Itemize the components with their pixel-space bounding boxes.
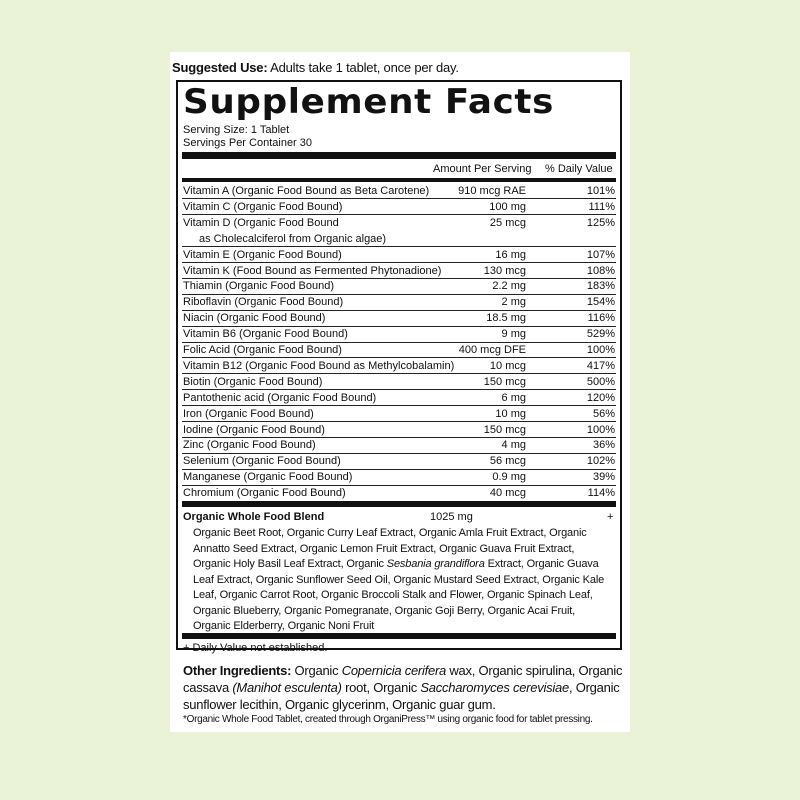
nutrient-daily-value: 102% bbox=[586, 455, 615, 468]
nutrient-name: Riboflavin (Organic Food Bound) bbox=[183, 296, 344, 309]
nutrient-daily-value: 108% bbox=[586, 264, 615, 277]
blend-daily-value: + bbox=[607, 511, 614, 523]
nutrient-name: Pantothenic acid (Organic Food Bound) bbox=[183, 391, 377, 404]
nutrient-name: Vitamin B12 (Organic Food Bound as Methylcobalamin) bbox=[183, 359, 455, 372]
italic-text: Saccharomyces cerevisiae bbox=[420, 680, 569, 695]
nutrient-daily-value: 39% bbox=[592, 471, 615, 484]
nutrient-name: Manganese (Organic Food Bound) bbox=[183, 471, 353, 484]
nutrient-amount: 0.9 mg bbox=[492, 471, 526, 484]
nutrient-daily-value: 107% bbox=[586, 248, 615, 261]
nutrient-amount: 100 mg bbox=[489, 200, 526, 213]
nutrient-daily-value: 125% bbox=[586, 216, 615, 229]
nutrient-amount: 18.5 mg bbox=[486, 312, 526, 325]
nutrient-name: Vitamin B6 (Organic Food Bound) bbox=[183, 328, 348, 341]
nutrient-amount: 6 mg bbox=[501, 391, 526, 404]
nutrient-daily-value: 183% bbox=[586, 280, 615, 293]
nutrient-daily-value: 500% bbox=[586, 375, 615, 388]
italic-text: Sesbania grandiflora bbox=[386, 558, 485, 570]
nutrient-name: Iodine (Organic Food Bound) bbox=[183, 423, 325, 436]
footnote: *Organic Whole Food Tablet, created through OrganiPress™ using organic food for tablet pressing. bbox=[183, 714, 593, 725]
nutrient-name: Selenium (Organic Food Bound) bbox=[183, 455, 341, 468]
nutrient-amount: 150 mcg bbox=[483, 375, 526, 388]
nutrient-name: Vitamin A (Organic Food Bound as Beta Carotene) bbox=[183, 185, 430, 197]
thick-rule bbox=[182, 152, 616, 159]
nutrient-amount: 9 mg bbox=[501, 328, 526, 341]
thick-rule-blend bbox=[182, 501, 616, 507]
nutrient-amount: 130 mcg bbox=[483, 264, 526, 277]
nutrient-daily-value: 100% bbox=[586, 423, 615, 436]
blend-amount: 1025 mg bbox=[430, 511, 473, 523]
nutrient-name: Folic Acid (Organic Food Bound) bbox=[183, 344, 342, 356]
nutrient-name: Vitamin C (Organic Food Bound) bbox=[183, 200, 343, 213]
text: Organic bbox=[291, 663, 342, 678]
nutrient-amount: 2 mg bbox=[501, 296, 526, 309]
nutrient-daily-value: 56% bbox=[592, 407, 615, 420]
nutrient-name-cont: as Cholecalciferol from Organic algae) bbox=[199, 232, 387, 245]
nutrient-amount: 150 mcg bbox=[483, 423, 526, 436]
nutrient-daily-value: 529% bbox=[586, 328, 615, 341]
nutrient-daily-value: 116% bbox=[587, 312, 615, 325]
nutrient-daily-value: 120% bbox=[586, 391, 615, 404]
italic-text: Copernicia cerifera bbox=[341, 663, 447, 678]
serving-size: Serving Size: 1 Tablet bbox=[183, 124, 290, 136]
text: Extract, Organic Guava Leaf Extract, Organic Sunflower Seed Oil, Organic Mustard Seed Extract, Organic Kale Leaf, Organic Carrot Root, Organic Broccoli Stalk and Flower, Organic Spinach Leaf, Organic Blueberry, Organic Pomegranate, Organic Goji Berry, Organic Acai Fruit, Organic Elderberry, Organic Noni Fruit bbox=[193, 558, 605, 632]
nutrient-amount: 56 mcg bbox=[489, 455, 526, 468]
nutrient-amount: 16 mg bbox=[495, 248, 526, 261]
nutrient-amount: 910 mcg RAE bbox=[458, 185, 526, 197]
header-amount: Amount Per Serving bbox=[433, 163, 532, 175]
servings-per-container: Servings Per Container 30 bbox=[183, 137, 313, 149]
facts-title: Supplement Facts bbox=[183, 82, 554, 122]
nutrient-daily-value: 114% bbox=[587, 487, 615, 500]
suggested-use-text: Adults take 1 tablet, once per day. bbox=[270, 60, 459, 75]
other-ingredients-label: Other Ingredients: bbox=[183, 663, 292, 678]
text: wax, Organic spirulina, Organic cassava bbox=[183, 663, 623, 695]
nutrient-amount: 10 mg bbox=[495, 407, 526, 420]
nutrient-name: Chromium (Organic Food Bound) bbox=[183, 487, 346, 500]
suggested-use bbox=[172, 60, 459, 75]
blend-name: Organic Whole Food Blend bbox=[183, 511, 325, 523]
nutrient-amount: 10 mcg bbox=[489, 359, 526, 372]
nutrient-name: Biotin (Organic Food Bound) bbox=[183, 375, 323, 388]
nutrient-name: Vitamin K (Food Bound as Fermented Phytonadione) bbox=[183, 264, 442, 277]
nutrient-amount: 4 mg bbox=[501, 439, 526, 452]
text: root, Organic bbox=[341, 680, 421, 695]
nutrient-daily-value: 100% bbox=[586, 344, 615, 356]
nutrient-daily-value: 154% bbox=[586, 296, 615, 309]
other-ingredients bbox=[183, 662, 623, 713]
nutrient-daily-value: 101% bbox=[586, 185, 615, 197]
nutrient-amount: 25 mcg bbox=[489, 216, 526, 229]
header-daily-value: % Daily Value bbox=[545, 163, 613, 175]
nutrient-daily-value: 111% bbox=[588, 200, 615, 213]
dv-note: + Daily Value not established. bbox=[183, 642, 328, 654]
nutrient-daily-value: 36% bbox=[592, 439, 615, 452]
medium-rule bbox=[182, 178, 616, 182]
nutrient-name: Vitamin D (Organic Food Bound bbox=[183, 216, 339, 229]
suggested-use-label: Suggested Use: bbox=[172, 60, 268, 75]
nutrient-daily-value: 417% bbox=[586, 359, 615, 372]
nutrient-amount: 400 mcg DFE bbox=[458, 344, 526, 356]
nutrient-name: Niacin (Organic Food Bound) bbox=[183, 312, 326, 325]
thick-rule-bottom bbox=[182, 633, 616, 639]
blend-ingredients bbox=[193, 526, 613, 635]
italic-text: (Manihot esculenta) bbox=[232, 680, 342, 695]
nutrient-amount: 40 mcg bbox=[489, 487, 526, 500]
text: Organic Beet Root, Organic Curry Leaf Extract, Organic Amla Fruit Extract, Organic Annatto Seed Extract, Organic Lemon Fruit Extract, Organic Guava Fruit Extract, Organic Holy Basil Leaf Extract, Organic bbox=[193, 527, 587, 570]
text: , Organic sunflower lecithin, Organic glycerinm, Organic guar gum. bbox=[183, 680, 620, 712]
nutrient-amount: 2.2 mg bbox=[492, 280, 526, 293]
nutrient-name: Vitamin E (Organic Food Bound) bbox=[183, 248, 342, 261]
nutrient-name: Thiamin (Organic Food Bound) bbox=[183, 280, 335, 293]
nutrient-name: Zinc (Organic Food Bound) bbox=[183, 439, 316, 452]
nutrient-name: Iron (Organic Food Bound) bbox=[183, 407, 314, 420]
